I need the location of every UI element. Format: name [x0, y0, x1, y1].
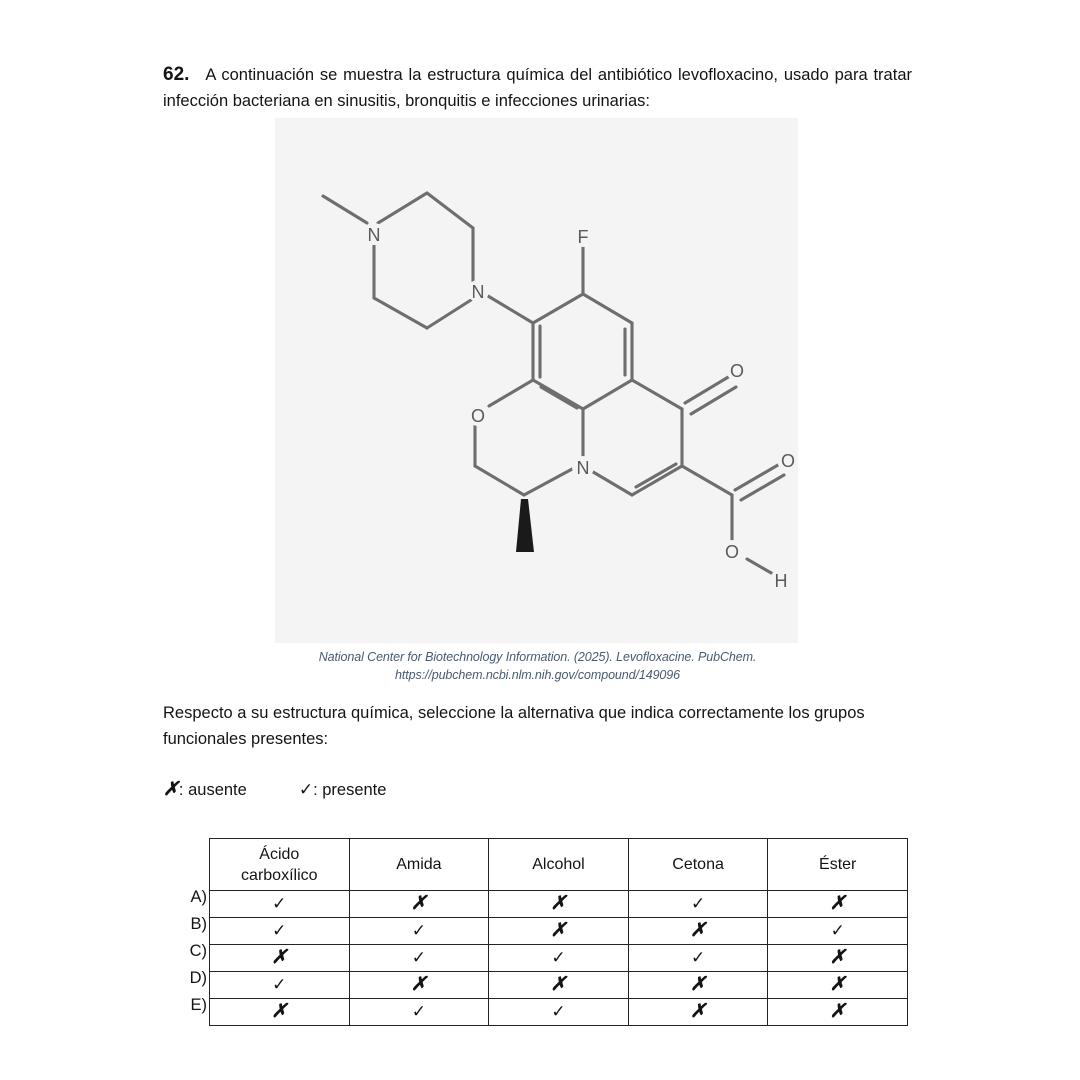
absent-cross-icon: ✗ — [690, 974, 707, 995]
answer-cell — [349, 999, 489, 1026]
answer-cell — [628, 918, 768, 945]
answer-cell — [349, 918, 489, 945]
absent-cross-icon: ✗ — [829, 893, 846, 914]
option-label-b[interactable]: B) — [190, 914, 207, 933]
present-check-icon: ✓ — [551, 1002, 566, 1022]
answer-cell — [349, 891, 489, 918]
atom-label-o-oxazine: O — [470, 406, 486, 426]
table-row[interactable] — [210, 972, 908, 999]
table-row[interactable] — [210, 918, 908, 945]
present-check-icon: ✓ — [272, 894, 287, 914]
column-header-ester: Éster — [768, 839, 908, 891]
answer-cell — [489, 999, 629, 1026]
answer-options-table — [209, 838, 908, 1026]
question-number: 62. — [163, 64, 190, 85]
absent-cross-icon: ✗ — [690, 1001, 707, 1022]
atom-label-o-hydroxyl: O — [724, 542, 740, 562]
column-header-acido-carboxilico: Ácido carboxílico — [210, 839, 350, 891]
atom-label-o-carbonyl: O — [780, 451, 796, 471]
absent-cross-icon: ✗ — [829, 947, 846, 968]
answer-cell — [349, 972, 489, 999]
answer-cell — [210, 945, 350, 972]
figure-caption-line2: https://pubchem.ncbi.nlm.nih.gov/compound/149096 — [395, 668, 680, 682]
present-label: : presente — [313, 781, 387, 799]
present-check-icon: ✓ — [551, 948, 566, 968]
answer-options-table-wrap — [163, 838, 912, 1026]
table-row[interactable] — [210, 945, 908, 972]
answer-cell — [768, 972, 908, 999]
present-check-icon: ✓ — [830, 921, 845, 941]
question-stem — [163, 62, 912, 114]
atom-label-n-methylpiperazine: N — [367, 225, 381, 245]
column-header-cetona: Cetona — [628, 839, 768, 891]
absent-cross-icon: ✗ — [410, 893, 427, 914]
answer-cell — [768, 999, 908, 1026]
absent-cross-icon: ✗ — [829, 974, 846, 995]
table-row[interactable] — [210, 891, 908, 918]
option-label-c[interactable]: C) — [189, 941, 207, 960]
present-check-icon: ✓ — [411, 1002, 427, 1022]
answer-cell — [210, 891, 350, 918]
answer-cell — [349, 945, 489, 972]
absent-cross-icon: ✗ — [829, 1001, 846, 1022]
absent-symbol-icon: ✗ — [163, 779, 179, 800]
present-check-icon: ✓ — [690, 948, 706, 968]
answer-cell — [210, 999, 350, 1026]
table-row[interactable] — [210, 999, 908, 1026]
answer-cell — [489, 918, 629, 945]
atom-label-n-ring: N — [576, 458, 590, 478]
absent-cross-icon: ✗ — [271, 1001, 288, 1022]
absent-cross-icon: ✗ — [550, 893, 567, 914]
present-symbol-icon: ✓ — [298, 780, 314, 800]
answer-cell — [210, 972, 350, 999]
symbol-legend — [163, 779, 386, 801]
question-stem-text: A continuación se muestra la estructura química del antibiótico levofloxacino, usado para tratar infección bacteriana en sinusitis, bronquitis e infecciones urinarias: — [163, 66, 912, 110]
option-label-e[interactable]: E) — [190, 995, 207, 1014]
column-header-amida: Amida — [349, 839, 489, 891]
table-body — [210, 891, 908, 1026]
question-prompt: Respecto a su estructura química, seleccione la alternativa que indica correctamente los grupos funcionales presentes: — [163, 704, 865, 748]
absent-label: : ausente — [178, 781, 247, 799]
present-check-icon: ✓ — [690, 894, 706, 914]
figure-caption-line1: National Center for Biotechnology Information. (2025). Levofloxacine. PubChem. — [318, 650, 757, 664]
present-check-icon: ✓ — [411, 948, 427, 968]
absent-cross-icon: ✗ — [550, 920, 567, 941]
answer-cell — [768, 891, 908, 918]
answer-cell — [489, 945, 629, 972]
atom-label-n-aryl: N — [471, 282, 485, 302]
present-check-icon: ✓ — [272, 975, 287, 995]
option-label-a[interactable]: A) — [190, 887, 207, 906]
atom-label-f: F — [577, 227, 589, 247]
answer-cell — [628, 891, 768, 918]
atom-label-o-ketone: O — [729, 361, 745, 381]
atom-label-h-hydroxyl: H — [774, 571, 788, 591]
answer-cell — [628, 999, 768, 1026]
answer-cell — [628, 972, 768, 999]
absent-cross-icon: ✗ — [410, 974, 427, 995]
present-check-icon: ✓ — [272, 921, 287, 941]
table-header — [210, 839, 908, 891]
answer-cell — [768, 918, 908, 945]
column-header-alcohol: Alcohol — [489, 839, 629, 891]
option-label-d[interactable]: D) — [189, 968, 207, 987]
figure-caption — [163, 648, 912, 684]
present-check-icon: ✓ — [411, 921, 427, 941]
table-header-row — [210, 839, 908, 891]
levofloxacin-structure-figure — [275, 118, 798, 643]
answer-cell — [489, 891, 629, 918]
answer-cell — [768, 945, 908, 972]
levofloxacin-structure-svg — [275, 118, 798, 643]
answer-cell — [210, 918, 350, 945]
absent-cross-icon: ✗ — [271, 947, 288, 968]
absent-cross-icon: ✗ — [550, 974, 567, 995]
absent-cross-icon: ✗ — [690, 920, 707, 941]
answer-cell — [489, 972, 629, 999]
answer-cell — [628, 945, 768, 972]
